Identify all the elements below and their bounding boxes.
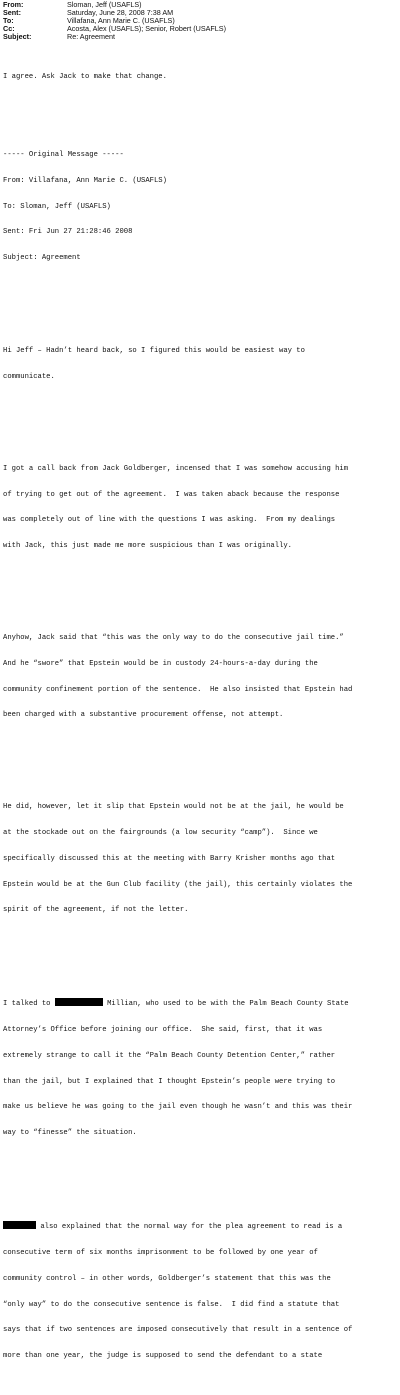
- header-cc-value: Acosta, Alex (USAFLS); Senior, Robert (USAFLS): [67, 24, 226, 34]
- paragraph-line: community confinement portion of the sentence. He also insisted that Epstein had: [3, 685, 353, 694]
- paragraph-line: Hi Jeff – Hadn’t heard back, so I figured this would be easiest way to: [3, 347, 305, 355]
- paragraph-line: way to “finesse” the situation.: [3, 1129, 137, 1138]
- paragraph-line: make us believe he was going to the jail even though he wasn’t and this was their: [3, 1103, 353, 1112]
- paragraph-2: [3, 448, 397, 568]
- header-to-value: Villafana, Ann Marie C. (USAFLS): [67, 16, 175, 26]
- email-body: [3, 56, 397, 1395]
- paragraph-line: communicate.: [3, 372, 55, 381]
- paragraph-line: more than one year, the judge is supposed to send the defendant to a state: [3, 1352, 323, 1361]
- paragraph-1: [3, 330, 397, 399]
- header-from-value: Sloman, Jeff (USAFLS): [67, 0, 142, 9]
- header-subject-row: [3, 33, 226, 41]
- header-subject-label: Subject:: [3, 32, 32, 42]
- original-sent: Sent: Fri Jun 27 21:28:46 2008: [3, 228, 133, 237]
- paragraph-line: at the stockade out on the fairgrounds (a low security “camp”). Since we: [3, 829, 318, 838]
- paragraph-line: Attorney’s Office before joining our office. She said, first, that it was: [3, 1026, 323, 1035]
- paragraph-line: consecutive term of six months imprisonment to be followed by one year of: [3, 1248, 318, 1257]
- paragraph-line: community control – in other words, Goldberger’s statement that this was the: [3, 1274, 331, 1283]
- original-from: From: Villafana, Ann Marie C. (USAFLS): [3, 176, 167, 185]
- original-subject: Subject: Agreement: [3, 254, 81, 263]
- paragraph-line: was completely out of line with the questions I was asking. From my dealings: [3, 516, 336, 525]
- redaction-box: [3, 1221, 36, 1229]
- paragraph-5-after-redaction: Millian, who used to be with the Palm Beach County State: [102, 1000, 349, 1009]
- paragraph-line: says that if two sentences are imposed consecutively that result in a sentence of: [3, 1326, 353, 1335]
- header-from-label: From:: [3, 0, 24, 9]
- paragraph-line: I got a call back from Jack Goldberger, incensed that I was somehow accusing him: [3, 464, 349, 473]
- paragraph-line: Anyhow, Jack said that “this was the only way to do the consecutive jail time.”: [3, 634, 344, 642]
- paragraph-line: than the jail, but I explained that I thought Epstein’s people were trying to: [3, 1077, 336, 1086]
- email-header: [3, 1, 226, 41]
- paragraph-line: “only way” to do the consecutive sentence is false. I did find a statute that: [3, 1300, 340, 1309]
- paragraph-line: Epstein would be at the Gun Club facility (the jail), this certainly violates the: [3, 880, 353, 889]
- paragraph-line: [3, 1221, 397, 1232]
- paragraph-line: [3, 998, 397, 1009]
- paragraph-6: [3, 1204, 397, 1378]
- paragraph-line: been charged with a substantive procurement offense, not attempt.: [3, 711, 284, 720]
- original-separator: ----- Original Message -----: [3, 150, 124, 159]
- original-to: To: Sloman, Jeff (USAFLS): [3, 202, 111, 211]
- paragraph-line: specifically discussed this at the meeting with Barry Krisher months ago that: [3, 854, 336, 863]
- paragraph-5: [3, 981, 397, 1155]
- paragraph-line: He did, however, let it slip that Epstein would not be at the jail, he would be: [3, 803, 344, 812]
- paragraph-4: [3, 786, 397, 932]
- paragraph-3: [3, 617, 397, 737]
- original-message-header: [3, 134, 397, 280]
- header-subject-value: Re: Agreement: [67, 32, 115, 42]
- paragraph-5-start: I talked to: [3, 1000, 55, 1009]
- paragraph-line: extremely strange to call it the “Palm Beach County Detention Center,” rather: [3, 1051, 336, 1060]
- paragraph-line: spirit of the agreement, if not the letter.: [3, 906, 189, 915]
- header-cc-label: Cc:: [3, 24, 15, 34]
- paragraph-line: And he “swore” that Epstein would be in custody 24-hours-a-day during the: [3, 659, 318, 668]
- paragraph-6-after-redaction: also explained that the normal way for the plea agreement to read is a: [36, 1223, 343, 1232]
- paragraph-line: with Jack, this just made me more suspicious than I was originally.: [3, 542, 292, 551]
- header-sent-value: Saturday, June 28, 2008 7:38 AM: [67, 8, 174, 18]
- reply-text: I agree. Ask Jack to make that change.: [3, 73, 167, 82]
- header-sent-label: Sent:: [3, 8, 21, 18]
- redaction-box: [55, 998, 103, 1006]
- paragraph-line: of trying to get out of the agreement. I was taken aback because the response: [3, 490, 340, 499]
- header-to-label: To:: [3, 16, 14, 26]
